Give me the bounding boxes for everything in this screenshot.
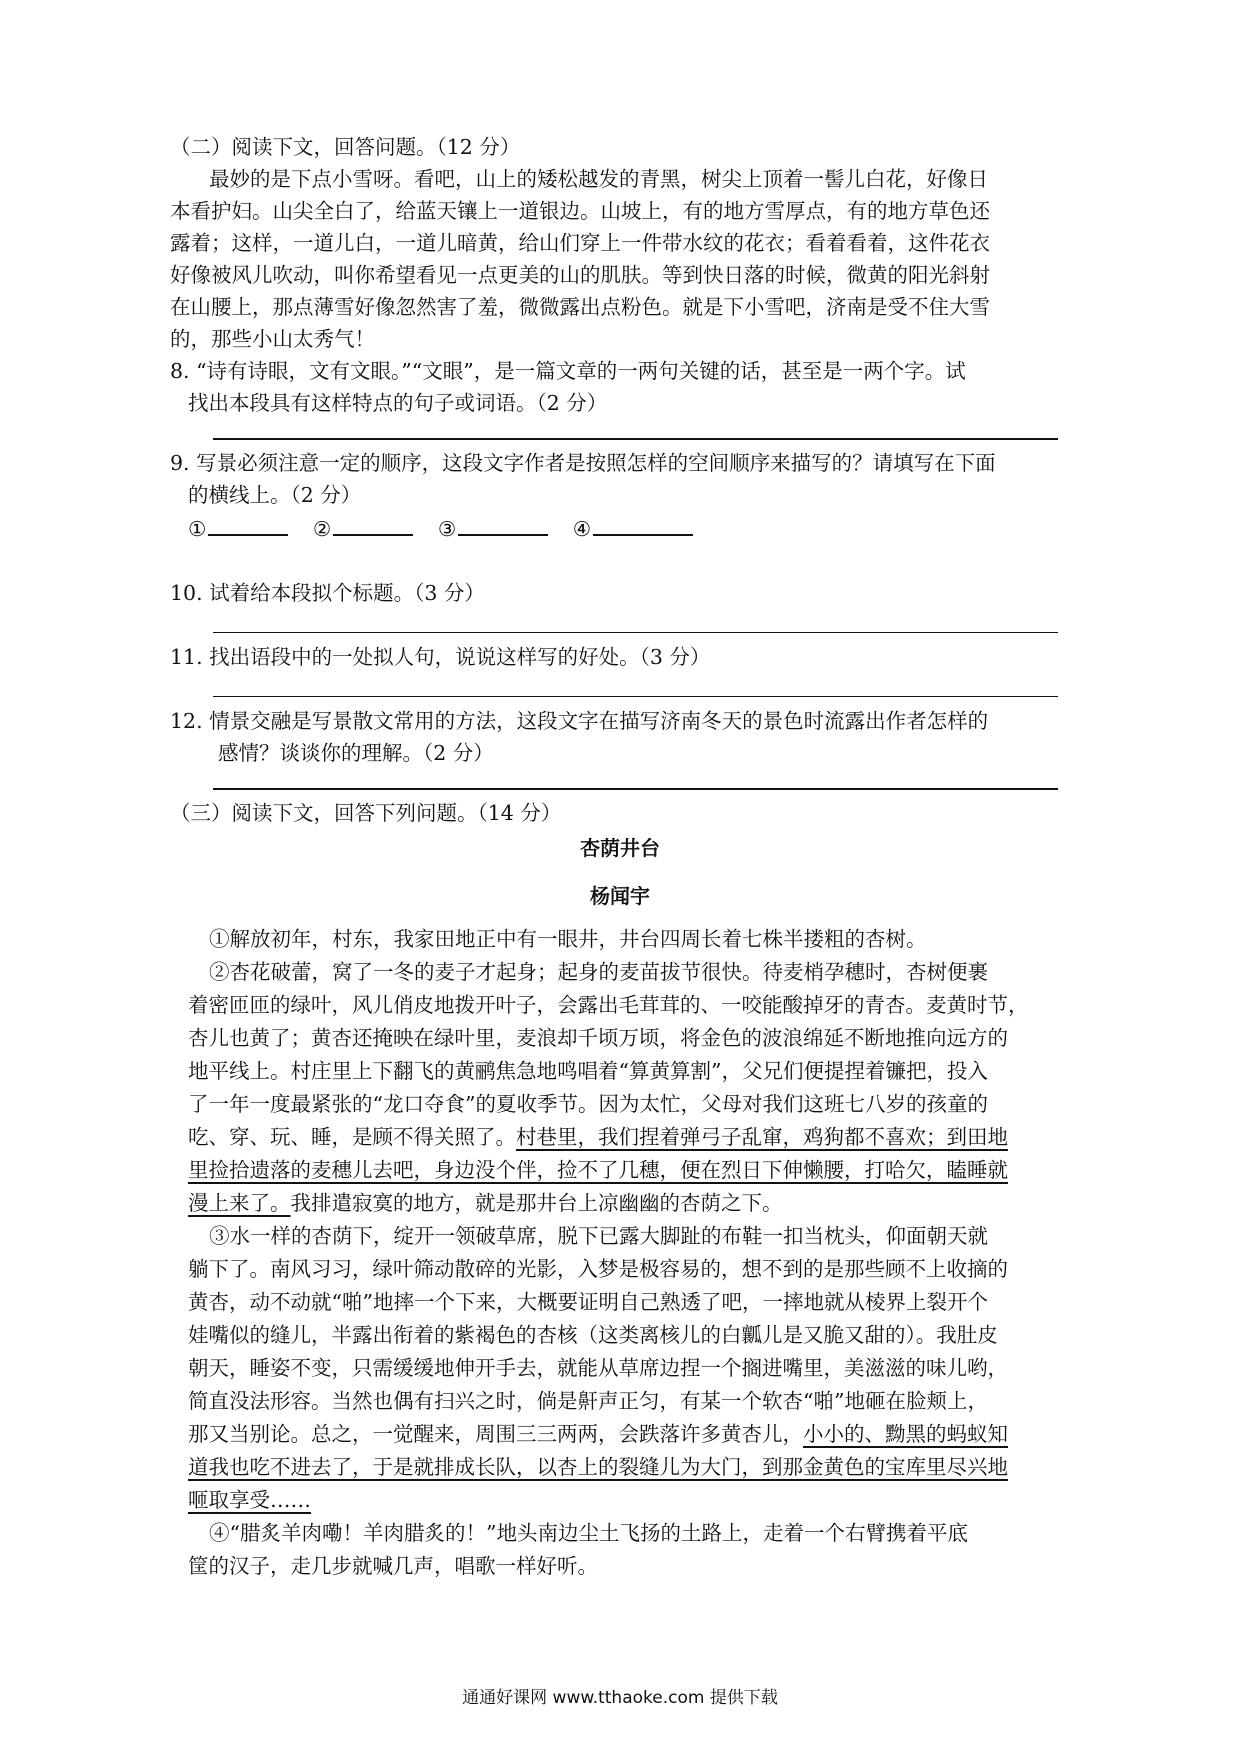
section3-heading: （三）阅读下文，回答下列问题。（14 分） xyxy=(170,801,562,825)
paragraph-4-line: ④“腊炙羊肉嘞！羊肉腊炙的！”地头南边尘土飞扬的土路上，走着一个右臂携着平底 xyxy=(209,1521,968,1545)
question-12-cont: 感情？谈谈你的理解。（2 分） xyxy=(218,741,494,765)
answer-line[interactable] xyxy=(213,438,1058,440)
underlined-text: 道我也吃不进去了，于是就排成长队，以杏上的裂缝儿为大门，到那金黄色的宝库里尽兴地 xyxy=(188,1455,1008,1479)
paragraph-2-line: 地平线上。村庄里上下翻飞的黄鹂焦急地鸣唱着“算黄算割”，父兄们便提捏着镰把，投入 xyxy=(188,1059,988,1083)
paragraph-3-line xyxy=(188,1417,1008,1451)
paragraph-1: ①解放初年，村东，我家田地正中有一眼井，井台四周长着七株半搂粗的杏树。 xyxy=(209,927,927,951)
paragraph-3-line: 娃嘴似的缝儿，半露出衔着的紫褐色的杏核（这类离核儿的白瓤儿是又脆又甜的）。我肚皮 xyxy=(188,1323,998,1347)
blank-label: ① xyxy=(188,517,207,541)
paragraph-3-line: ③水一样的杏荫下，绽开一领破草席，脱下已露大脚趾的布鞋一扣当枕头，仰面朝天就 xyxy=(209,1224,988,1248)
paragraph-2-line: 着密匝匝的绿叶，风儿俏皮地拨开叶子，会露出毛茸茸的、一咬能酸掉牙的青杏。麦黄时节， xyxy=(188,993,1029,1017)
plain-text: 我排遣寂寞的地方，就是那井台上凉幽幽的杏荫之下。 xyxy=(290,1191,783,1215)
article-title: 杏荫井台 xyxy=(580,836,660,860)
question-11: 11. 找出语段中的一处拟人句，说说这样写的好处。（3 分） xyxy=(170,645,711,669)
underlined-text: 里捡拾遗落的麦穗儿去吧，身边没个伴，捡不了几穗，便在烈日下伸懒腰，打哈欠，瞌睡就 xyxy=(188,1158,1008,1182)
plain-text: 吃、穿、玩、睡，是顾不得关照了。 xyxy=(188,1125,516,1149)
plain-text: 那又当别论。总之，一觉醒来，周围三三两两，会跌落许多黄杏儿， xyxy=(188,1422,803,1446)
underlined-text: 咂取享受…… xyxy=(188,1488,311,1512)
article-author: 杨闻宇 xyxy=(590,884,650,908)
page-footer[interactable]: 通通好课网 www.tthaoke.com 提供下载 xyxy=(462,1688,778,1708)
paragraph-2-line xyxy=(188,1120,1008,1154)
fill-blank[interactable] xyxy=(458,512,548,536)
question-12: 12. 情景交融是写景散文常用的方法，这段文字在描写济南冬天的景色时流露出作者怎样的 xyxy=(170,709,989,733)
paragraph-2-line: 杏儿也黄了；黄杏还掩映在绿叶里，麦浪却千顷万顷，将金色的波浪绵延不断地推向远方的 xyxy=(188,1026,1008,1050)
section2-heading: （二）阅读下文，回答问题。（12 分） xyxy=(170,135,521,159)
blank-label: ② xyxy=(312,517,332,541)
paragraph-3-line: 躺下了。南风习习，绿叶筛动散碎的光影，入梦是极容易的，想不到的是那些顾不上收摘的 xyxy=(188,1257,1008,1281)
question-9: 9. 写景必须注意一定的顺序，这段文字作者是按照怎样的空间顺序来描写的？请填写在下面 xyxy=(170,451,996,475)
answer-line[interactable] xyxy=(213,696,1058,697)
underlined-text: 小小的、黝黑的蚂蚁知 xyxy=(803,1422,1008,1446)
passage-line: 好像被风儿吹动，叫你希望看见一点更美的山的肌肤。等到快日落的时候，微黄的阳光斜射 xyxy=(170,263,990,287)
fill-blank[interactable] xyxy=(333,512,413,536)
fill-blank[interactable] xyxy=(208,512,288,536)
passage-line: 最妙的是下点小雪呀。看吧，山上的矮松越发的青黑，树尖上顶着一髻儿白花，好像日 xyxy=(209,167,988,191)
blank-label: ④ xyxy=(572,517,592,541)
question-9-cont: 的横线上。（2 分） xyxy=(188,483,362,507)
underlined-text: 村巷里，我们捏着弹弓子乱窜，鸡狗都不喜欢；到田地 xyxy=(516,1125,1008,1149)
passage-line: 的，那些小山太秀气！ xyxy=(170,327,375,351)
fill-blank[interactable] xyxy=(593,512,693,536)
blank-label: ③ xyxy=(437,517,457,541)
paragraph-2-line: 了一年一度最紧张的“龙口夺食”的夏收季节。因为太忙，父母对我们这班七八岁的孩童的 xyxy=(188,1092,988,1116)
paragraph-4-line: 筐的汉子，走几步就喊几声，唱歌一样好听。 xyxy=(188,1554,598,1578)
passage-line: 露着；这样，一道儿白，一道儿暗黄，给山们穿上一件带水纹的花衣；看着看着，这件花衣 xyxy=(170,231,990,255)
answer-line[interactable] xyxy=(213,788,1058,790)
paragraph-2-line: ②杏花破蕾，窝了一冬的麦子才起身；起身的麦苗拔节很快。待麦梢孕穗时，杏树便裹 xyxy=(209,960,988,984)
question-8: 8. “诗有诗眼，文有文眼。”“文眼”，是一篇文章的一两句关键的话，甚至是一两个字。试 xyxy=(170,359,966,383)
paragraph-3-line: 朝天，睡姿不变，只需缓缓地伸开手去，就能从草席边捏一个搁进嘴里，美滋滋的味儿哟， xyxy=(188,1356,1008,1380)
passage-line: 在山腰上，那点薄雪好像忽然害了羞，微微露出点粉色。就是下小雪吧，济南是受不住大雪 xyxy=(170,295,990,319)
paragraph-3-line: 简直没法形容。当然也偶有扫兴之时，倘是鼾声正匀，有某一个软杏“啪”地砸在脸颊上， xyxy=(188,1389,988,1413)
passage-line: 本看护妇。山尖全白了，给蓝天镶上一道银边。山坡上，有的地方雪厚点，有的地方草色还 xyxy=(170,199,990,223)
paragraph-3-line: 黄杏，动不动就“啪”地摔一个下来，大概要证明自己熟透了吧，一摔地就从棱界上裂开个 xyxy=(188,1290,988,1314)
order-blanks xyxy=(188,512,693,546)
answer-line[interactable] xyxy=(213,632,1058,633)
question-10: 10. 试着给本段拟个标题。（3 分） xyxy=(170,581,485,605)
question-8-cont: 找出本段具有这样特点的句子或词语。（2 分） xyxy=(188,391,608,415)
paragraph-2-line xyxy=(188,1186,783,1220)
underlined-text: 漫上来了。 xyxy=(188,1191,291,1215)
